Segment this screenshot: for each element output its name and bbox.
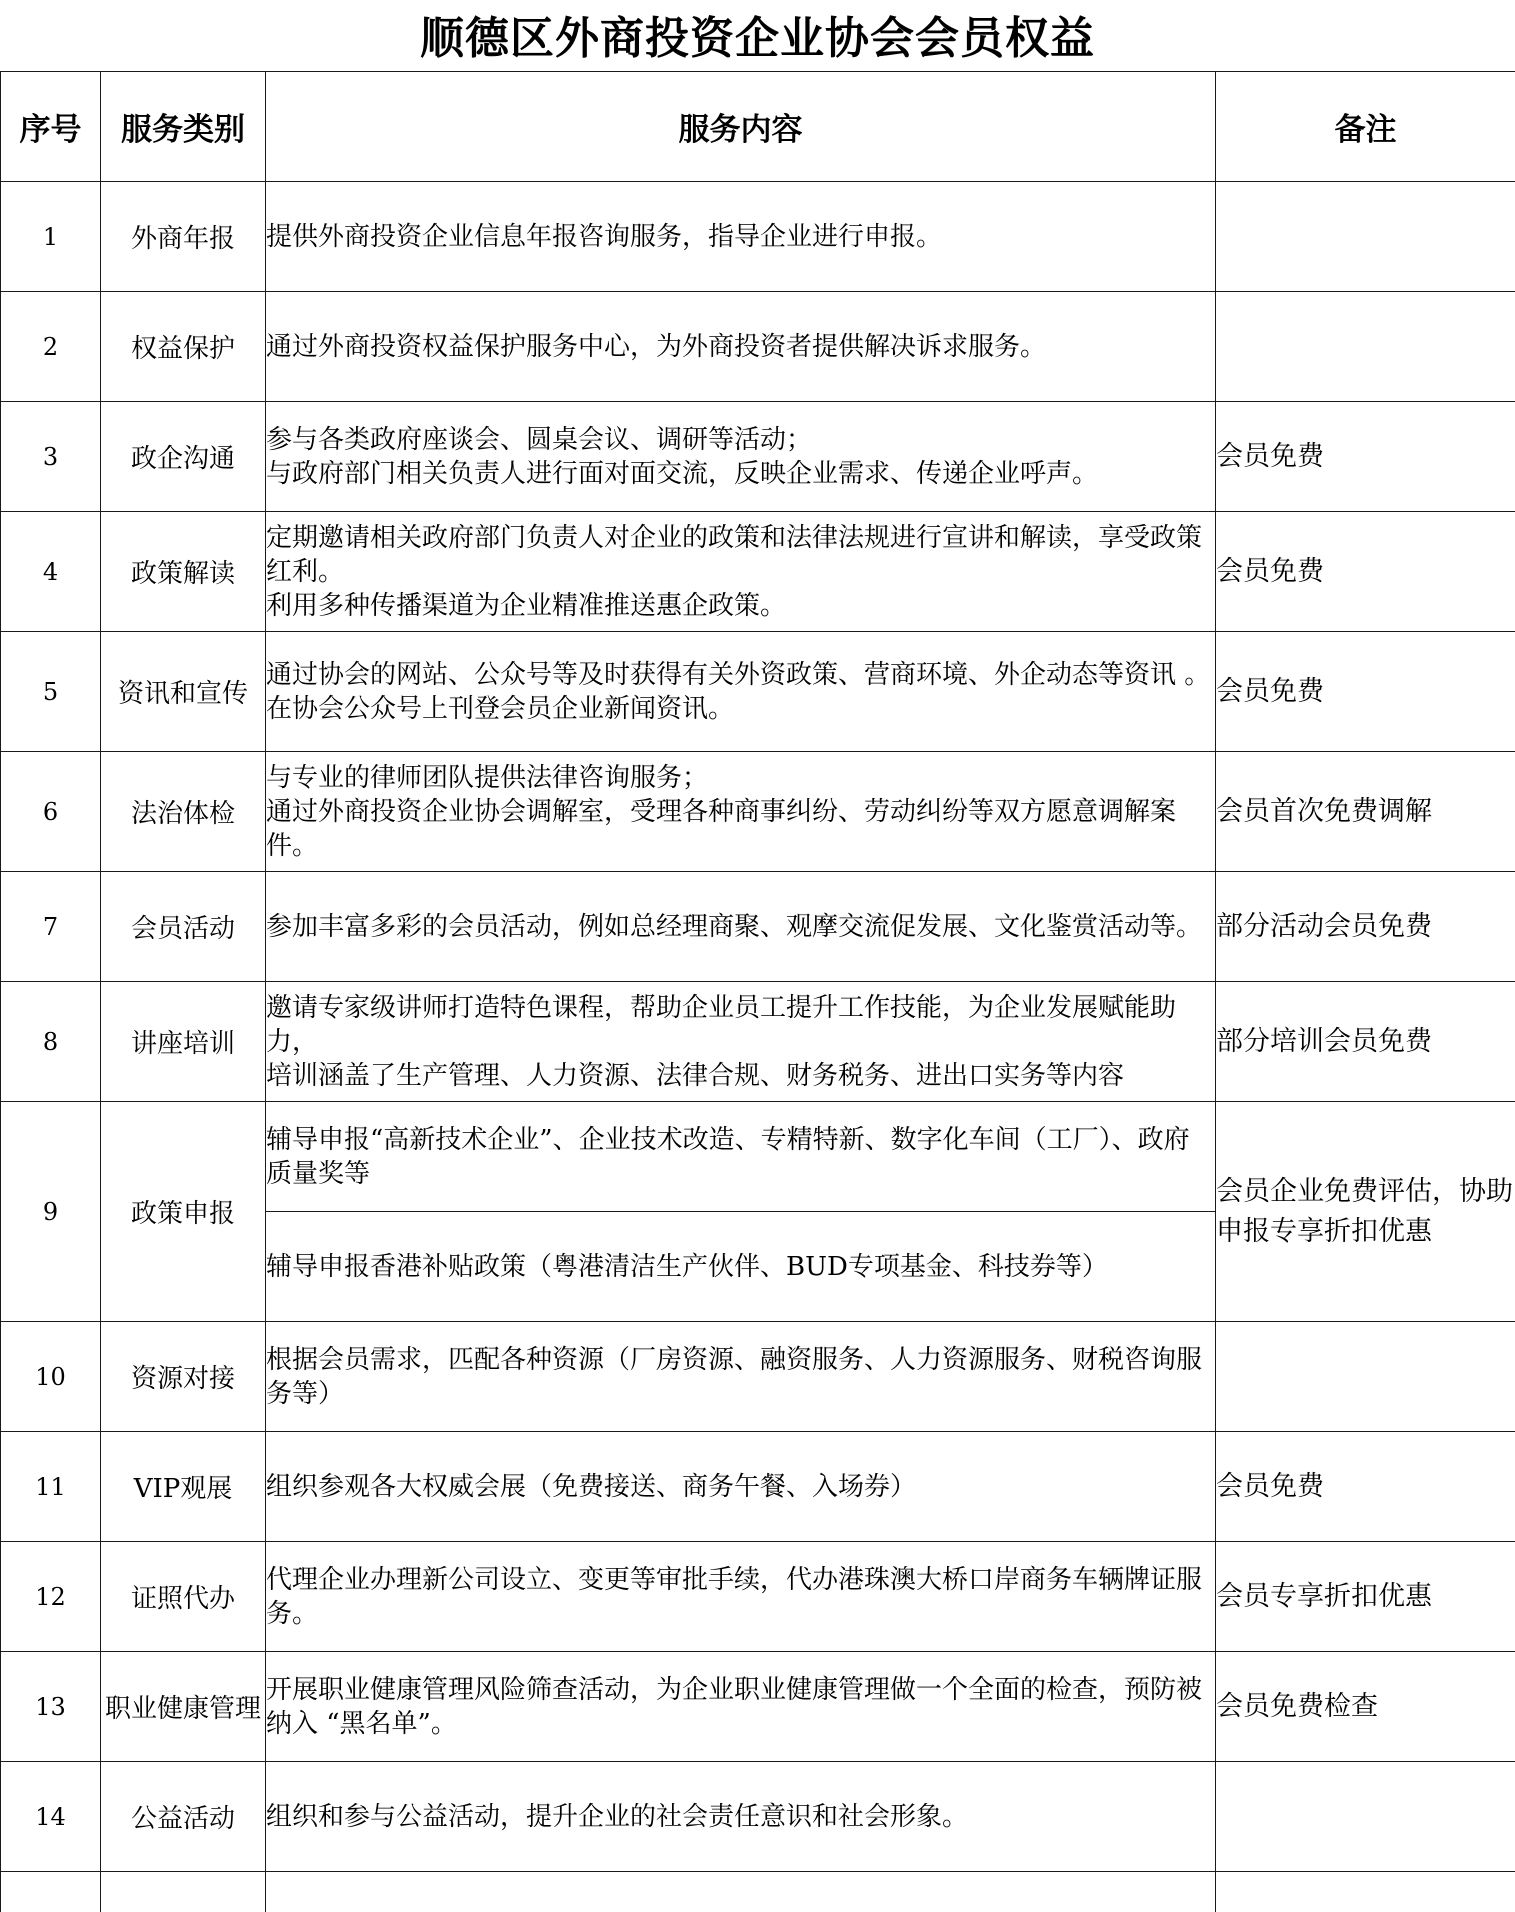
row-note: 会员免费检查 xyxy=(1216,1652,1515,1762)
content-line: 提供外商投资企业信息年报咨询服务，指导企业进行申报。 xyxy=(266,220,1215,254)
empty-cell xyxy=(1,1872,101,1912)
row-category: 法治体检 xyxy=(101,752,266,872)
row-content xyxy=(266,1322,1216,1432)
content-line: 与专业的律师团队提供法律咨询服务； xyxy=(266,761,1215,795)
row-note: 会员企业免费评估，协助申报专享折扣优惠 xyxy=(1216,1102,1515,1322)
row-number: 13 xyxy=(1,1652,101,1762)
row-category: 会员活动 xyxy=(101,872,266,982)
row-number: 10 xyxy=(1,1322,101,1432)
content-line: 通过外商投资企业协会调解室，受理各种商事纠纷、劳动纠纷等双方愿意调解案件。 xyxy=(266,795,1215,863)
row-content xyxy=(266,1102,1216,1212)
row-content xyxy=(266,982,1216,1102)
row-note: 会员免费 xyxy=(1216,402,1515,512)
row-note: 会员专享折扣优惠 xyxy=(1216,1542,1515,1652)
empty-cell xyxy=(101,1872,266,1912)
row-number: 5 xyxy=(1,632,101,752)
row-category: 证照代办 xyxy=(101,1542,266,1652)
table-row-partial xyxy=(1,1872,1515,1912)
table-row xyxy=(1,982,1515,1102)
row-content xyxy=(266,292,1216,402)
content-line: 邀请专家级讲师打造特色课程，帮助企业员工提升工作技能，为企业发展赋能助力， xyxy=(266,991,1215,1059)
table-row xyxy=(1,872,1515,982)
row-note xyxy=(1216,1762,1515,1872)
content-line: 通过协会的网站、公众号等及时获得有关外资政策、营商环境、外企动态等资讯 。 xyxy=(266,658,1215,692)
row-content xyxy=(266,182,1216,292)
row-number: 11 xyxy=(1,1432,101,1542)
table-row xyxy=(1,1762,1515,1872)
row-category: 外商年报 xyxy=(101,182,266,292)
content-line: 组织参观各大权威会展（免费接送、商务午餐、入场券） xyxy=(266,1470,1215,1504)
row-note: 会员免费 xyxy=(1216,632,1515,752)
content-line: 辅导申报“高新技术企业”、企业技术改造、专精特新、数字化车间（工厂）、政府质量奖等 xyxy=(266,1123,1215,1191)
table-row xyxy=(1,182,1515,292)
page-title: 顺德区外商投资企业协会会员权益 xyxy=(0,0,1515,71)
row-note: 会员免费 xyxy=(1216,512,1515,632)
content-line: 在协会公众号上刊登会员企业新闻资讯。 xyxy=(266,692,1215,726)
row-number: 7 xyxy=(1,872,101,982)
row-note xyxy=(1216,1322,1515,1432)
header-row xyxy=(1,72,1515,182)
header-note: 备注 xyxy=(1216,72,1515,182)
benefits-table xyxy=(0,71,1515,1912)
table-row xyxy=(1,632,1515,752)
row-category: 资源对接 xyxy=(101,1322,266,1432)
row-category: 公益活动 xyxy=(101,1762,266,1872)
row-content xyxy=(266,632,1216,752)
header-category: 服务类别 xyxy=(101,72,266,182)
content-line: 开展职业健康管理风险筛查活动，为企业职业健康管理做一个全面的检查，预防被纳入 “黑名单”。 xyxy=(266,1673,1215,1741)
content-line: 参与各类政府座谈会、圆桌会议、调研等活动； xyxy=(266,423,1215,457)
row-number: 6 xyxy=(1,752,101,872)
header-no: 序号 xyxy=(1,72,101,182)
table-row xyxy=(1,402,1515,512)
row-content xyxy=(266,1652,1216,1762)
row-category: 讲座培训 xyxy=(101,982,266,1102)
row-category: 政策解读 xyxy=(101,512,266,632)
empty-cell xyxy=(266,1872,1216,1912)
content-line: 参加丰富多彩的会员活动，例如总经理商聚、观摩交流促发展、文化鉴赏活动等。 xyxy=(266,910,1215,944)
row-number: 8 xyxy=(1,982,101,1102)
row-category: 资讯和宣传 xyxy=(101,632,266,752)
content-line: 辅导申报香港补贴政策（粤港清洁生产伙伴、BUD专项基金、科技券等） xyxy=(266,1250,1215,1284)
row-content xyxy=(266,872,1216,982)
row-number: 9 xyxy=(1,1102,101,1322)
row-content xyxy=(266,512,1216,632)
content-line: 与政府部门相关负责人进行面对面交流，反映企业需求、传递企业呼声。 xyxy=(266,457,1215,491)
row-content xyxy=(266,1432,1216,1542)
table-row xyxy=(1,1432,1515,1542)
empty-cell xyxy=(1216,1872,1515,1912)
table-row xyxy=(1,1322,1515,1432)
row-note xyxy=(1216,182,1515,292)
row-content xyxy=(266,1762,1216,1872)
table-row xyxy=(1,1542,1515,1652)
row-number: 3 xyxy=(1,402,101,512)
table-row xyxy=(1,292,1515,402)
row-content xyxy=(266,1212,1216,1322)
row-content xyxy=(266,752,1216,872)
row-content xyxy=(266,1542,1216,1652)
row-note xyxy=(1216,292,1515,402)
row-category: 权益保护 xyxy=(101,292,266,402)
table-row xyxy=(1,1652,1515,1762)
row-number: 2 xyxy=(1,292,101,402)
row-category: 政企沟通 xyxy=(101,402,266,512)
content-line: 利用多种传播渠道为企业精准推送惠企政策。 xyxy=(266,589,1215,623)
row-number: 12 xyxy=(1,1542,101,1652)
header-content: 服务内容 xyxy=(266,72,1216,182)
row-number: 4 xyxy=(1,512,101,632)
row-note: 会员首次免费调解 xyxy=(1216,752,1515,872)
row-number: 1 xyxy=(1,182,101,292)
row-category: 职业健康管理 xyxy=(101,1652,266,1762)
table-row xyxy=(1,752,1515,872)
row-category: 政策申报 xyxy=(101,1102,266,1322)
content-line: 通过外商投资权益保护服务中心，为外商投资者提供解决诉求服务。 xyxy=(266,330,1215,364)
row-number: 14 xyxy=(1,1762,101,1872)
row-note: 部分活动会员免费 xyxy=(1216,872,1515,982)
row-note: 会员免费 xyxy=(1216,1432,1515,1542)
content-line: 培训涵盖了生产管理、人力资源、法律合规、财务税务、进出口实务等内容 xyxy=(266,1059,1215,1093)
table-row xyxy=(1,512,1515,632)
row-content xyxy=(266,402,1216,512)
table-row xyxy=(1,1102,1515,1212)
content-line: 组织和参与公益活动，提升企业的社会责任意识和社会形象。 xyxy=(266,1800,1215,1834)
row-category: VIP观展 xyxy=(101,1432,266,1542)
row-note: 部分培训会员免费 xyxy=(1216,982,1515,1102)
content-line: 代理企业办理新公司设立、变更等审批手续，代办港珠澳大桥口岸商务车辆牌证服务。 xyxy=(266,1563,1215,1631)
content-line: 根据会员需求，匹配各种资源（厂房资源、融资服务、人力资源服务、财税咨询服务等） xyxy=(266,1343,1215,1411)
content-line: 定期邀请相关政府部门负责人对企业的政策和法律法规进行宣讲和解读，享受政策红利。 xyxy=(266,521,1215,589)
